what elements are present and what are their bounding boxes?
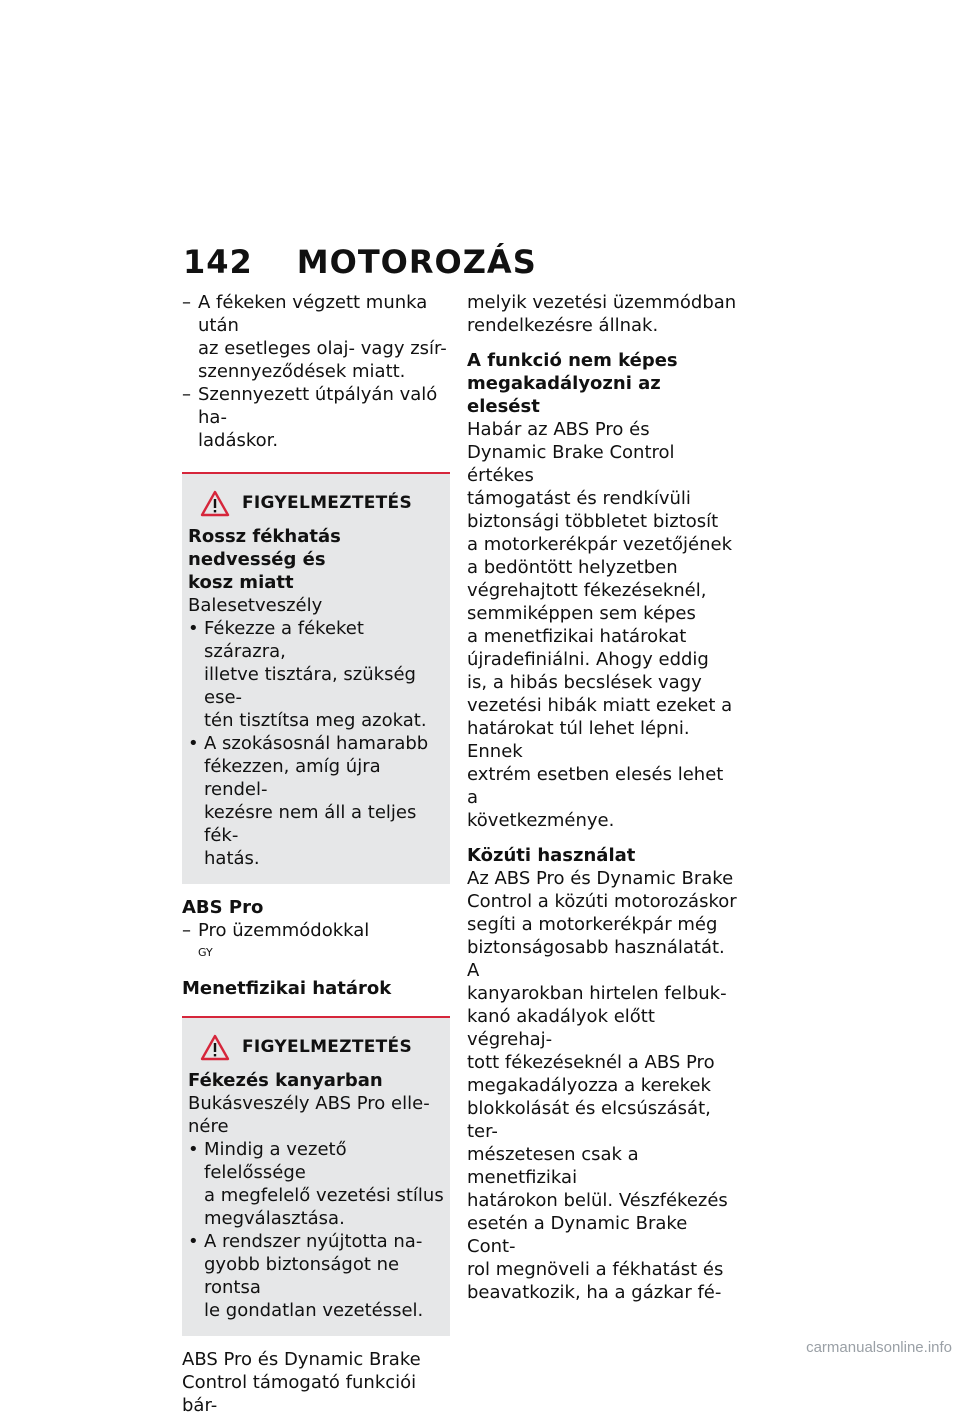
bullet-item: • A szokásosnál hamarabb fékezzen, amíg újra rendel- kezésre nem áll a teljes fék- hatás. — [188, 732, 444, 870]
warning-subtitle: Balesetveszély — [188, 595, 323, 616]
section-heading-road: Közúti használat — [467, 845, 636, 866]
text-line: végrehajtott fékezéseknél, — [467, 580, 707, 601]
dash-item: – Szennyezett útpályán való ha- ladáskor. — [182, 383, 450, 452]
text-line: biztonsági többletet biztosít — [467, 511, 719, 532]
left-column — [182, 291, 450, 1417]
text-line: támogatást és rendkívüli — [467, 488, 691, 509]
text-line: tott fékezéseknél a ABS Pro — [467, 1052, 715, 1073]
bullet-item: • A rendszer nyújtotta na- gyobb biztonságot ne rontsa le gondatlan vezetéssel. — [188, 1230, 444, 1322]
dash-item: – A fékeken végzett munka után az esetleges olaj- vagy zsír- szennyeződések miatt. — [182, 291, 450, 383]
text-line: Habár az ABS Pro és — [467, 419, 650, 440]
text-line: beavatkozik, ha a gázkar fé- — [467, 1282, 722, 1303]
warning-title: FIGYELMEZTETÉS — [242, 493, 412, 513]
text-line: a bedöntött helyzetben — [467, 557, 678, 578]
text-line: határokat túl lehet lépni. Ennek — [467, 718, 690, 762]
text-line: extrém esetben elesés lehet a — [467, 764, 724, 808]
warning-box — [182, 472, 450, 884]
warning-heading: Fékezés kanyarban — [188, 1070, 383, 1091]
text-line: semmiképpen sem képes — [467, 603, 696, 624]
closing-paragraph: ABS Pro és Dynamic Brake Control támogató funkciói bár- — [182, 1349, 421, 1416]
page-number: 142 — [183, 243, 253, 281]
dash-item: – Pro üzemmódokkal GY — [182, 919, 450, 965]
bullet-item: • Mindig a vezető felelőssége a megfelelő vezetési stílus megválasztása. — [188, 1138, 444, 1230]
warning-header — [188, 1034, 444, 1061]
watermark-footer: carmanualsonline.info — [806, 1339, 952, 1356]
text-line: Dynamic Brake Control értékes — [467, 442, 675, 486]
section-heading-fall: A funkció nem képes megakadályozni az elesést — [467, 350, 678, 417]
text-line: mészetesen csak a menetfizikai — [467, 1144, 639, 1188]
text-line: újradefiniálni. Ahogy eddig — [467, 649, 709, 670]
warning-subtitle: Bukásveszély ABS Pro elle- nére — [188, 1093, 430, 1137]
page-header — [183, 243, 537, 281]
warning-heading: Rossz fékhatás nedvesség és kosz miatt — [188, 526, 341, 593]
text-line: Az ABS Pro és Dynamic Brake — [467, 868, 734, 889]
warning-header — [188, 490, 444, 517]
text-line: segíti a motorkerékpár még — [467, 914, 718, 935]
section-heading-limits: Menetfizikai határok — [182, 978, 392, 999]
warning-triangle-icon — [200, 490, 230, 517]
text-line: a menetfizikai határokat — [467, 626, 687, 647]
intro-paragraph: melyik vezetési üzemmódban rendelkezésre állnak. — [467, 292, 737, 336]
warning-triangle-icon — [200, 1034, 230, 1061]
text-line: következménye. — [467, 810, 615, 831]
text-line: is, a hibás becslések vagy — [467, 672, 702, 693]
text-line: biztonságosabb használatát. A — [467, 937, 725, 981]
text-line: rol megnöveli a fékhatást és — [467, 1259, 724, 1280]
text-line: a motorkerékpár vezetőjének — [467, 534, 733, 555]
page-title: MOTOROZÁS — [296, 243, 537, 281]
text-line: kanyarokban hirtelen felbuk- — [467, 983, 727, 1004]
text-line: esetén a Dynamic Brake Cont- — [467, 1213, 688, 1257]
section-body-road — [467, 867, 739, 1304]
text-line: Control a közúti motorozáskor — [467, 891, 737, 912]
superscript-mark: GY — [198, 946, 213, 959]
right-column — [467, 291, 739, 1304]
text-line: megakadályozza a kerekek — [467, 1075, 711, 1096]
bullet-item: • Fékezze a fékeket szárazra, illetve tisztára, szükség ese- tén tisztítsa meg azokat. — [188, 617, 444, 732]
section-body-fall — [467, 418, 739, 832]
text-line: blokkolását és elcsúszását, ter- — [467, 1098, 711, 1142]
warning-box — [182, 1016, 450, 1336]
text-line: kanó akadályok előtt végrehaj- — [467, 1006, 655, 1050]
warning-title: FIGYELMEZTETÉS — [242, 1037, 412, 1057]
text-line: vezetési hibák miatt ezeket a — [467, 695, 733, 716]
text-line: határokon belül. Vészfékezés — [467, 1190, 728, 1211]
section-heading-abs: ABS Pro — [182, 897, 264, 918]
